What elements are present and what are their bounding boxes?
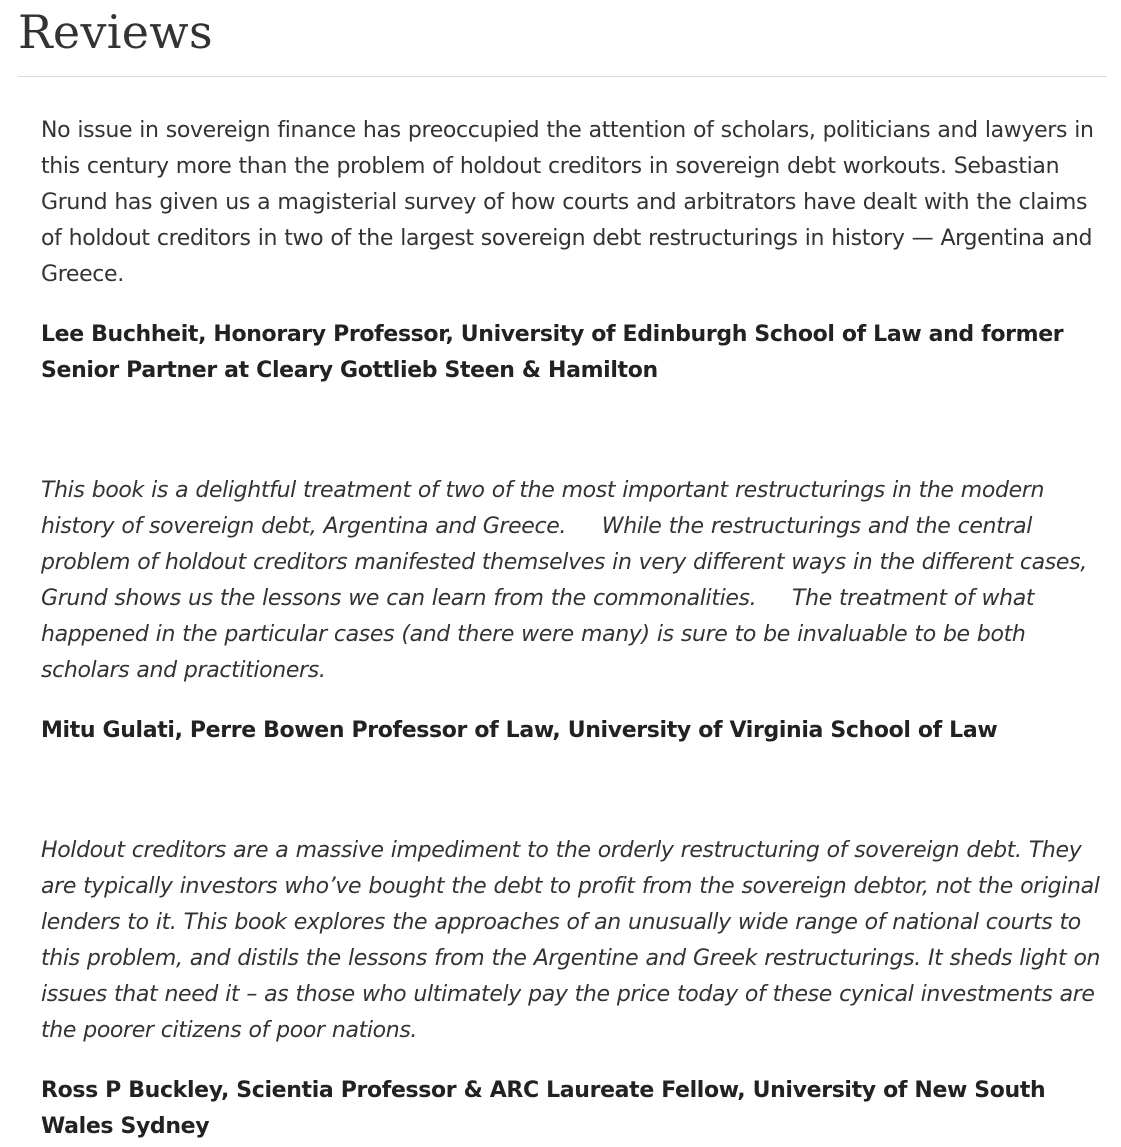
review-quote: This book is a delightful treatment of two of the most important restructurings in the modern history of sovereign debt, Argentina and Greece. While the restructurings and the central problem of holdout creditors manifested themselves in very different ways in the different cases, Grund shows us the lessons we can learn from the commonalities. The treatment of what happened in the particular cases (and there were many) is sure to be invaluable to be both scholars and practitioners.: [41, 478, 1095, 683]
review-item: [41, 113, 1101, 389]
review-quote: Holdout creditors are a massive impediment to the orderly restructuring of sovereign debt. They are typically investors who’ve bought the debt to profit from the sovereign debtor, not the original lenders to it. This book explores the approaches of an unusually wide range of national courts to this problem, and distils the lessons from the Argentine and Greek restructurings. It sheds light on issues that need it – as those who ultimately pay the price today of these cynical investments are the poorer citizens of poor nations.: [41, 838, 1101, 1043]
review-author: Ross P Buckley, Scientia Professor & ARC Laureate Fellow, University of New South Wales Sydney: [41, 1078, 1046, 1139]
page-title: Reviews: [18, 5, 213, 59]
review-quote: No issue in sovereign finance has preoccupied the attention of scholars, politicians and lawyers in this century more than the problem of holdout creditors in sovereign debt workouts. Sebastian Grund has given us a magisterial survey of how courts and arbitrators have dealt with the claims of holdout creditors in two of the largest sovereign debt restructurings in history — Argentina and Greece.: [41, 118, 1094, 287]
review-author: Lee Buchheit, Honorary Professor, University of Edinburgh School of Law and former Senior Partner at Cleary Gottlieb Steen & Hamilton: [41, 322, 1064, 383]
review-author: Mitu Gulati, Perre Bowen Professor of Law, University of Virginia School of Law: [41, 718, 998, 743]
review-item: [41, 833, 1101, 1145]
title-divider: [18, 76, 1107, 77]
review-item: [41, 473, 1101, 749]
